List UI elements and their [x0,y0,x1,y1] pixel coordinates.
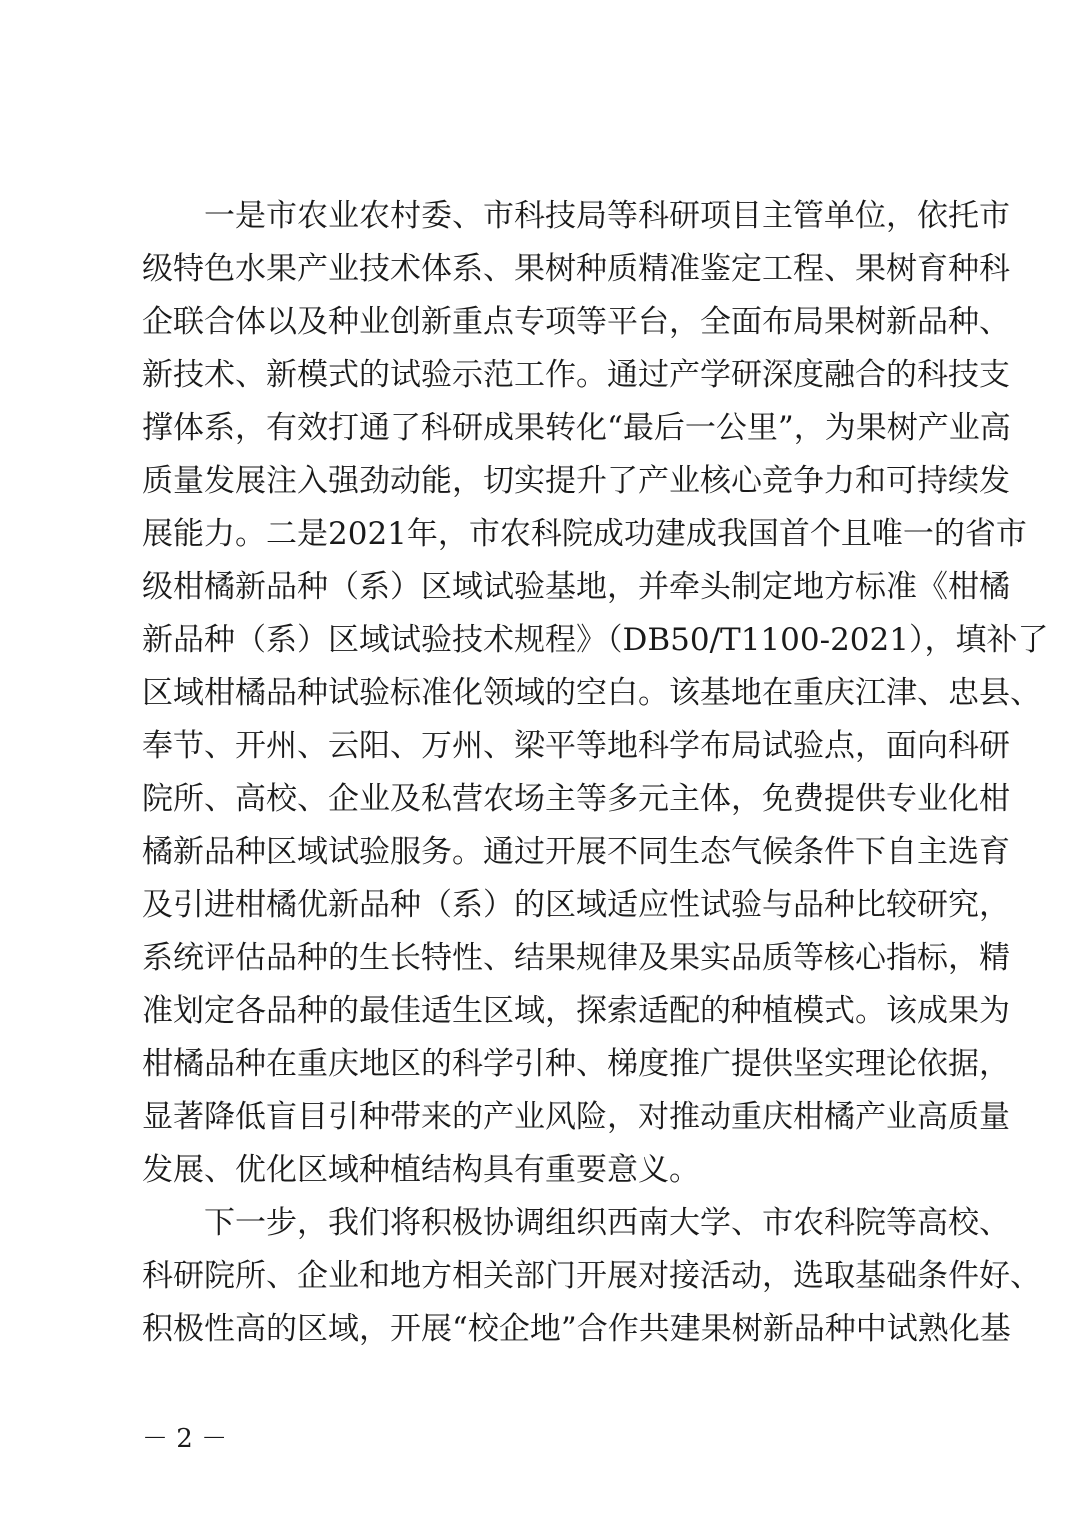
paragraph-1 [142,190,1049,1197]
text-line: 显著降低盲目引种带来的产业风险，对推动重庆柑橘产业高质量 [142,1099,1010,1135]
text-line: 柑橘品种在重庆地区的科学引种、梯度推广提供坚实理论依据， [142,1046,1010,1082]
text-line: 新品种（系）区域试验技术规程》（DB50/T1100-2021），填补了 [142,622,1049,658]
text-line: 及引进柑橘优新品种（系）的区域适应性试验与品种比较研究， [142,887,1010,923]
text-line: 一是市农业农村委、市科技局等科研项目主管单位，依托市 [204,198,1010,234]
text-line: 撑体系，有效打通了科研成果转化“最后一公里”，为果树产业高 [142,410,1011,446]
text-line: 下一步，我们将积极协调组织西南大学、市农科院等高校、 [204,1205,1010,1241]
paragraph-2 [142,1197,1041,1356]
text-line: 新技术、新模式的试验示范工作。通过产学研深度融合的科技支 [142,357,1010,393]
text-line: 级柑橘新品种（系）区域试验基地，并牵头制定地方标准《柑橘 [142,569,1010,605]
text-line: 区域柑橘品种试验标准化领域的空白。该基地在重庆江津、忠县、 [142,675,1041,711]
text-line: 企联合体以及种业创新重点专项等平台，全面布局果树新品种、 [142,304,1010,340]
text-line: 橘新品种区域试验服务。通过开展不同生态气候条件下自主选育 [142,834,1010,870]
text-line: 展能力。二是2021年，市农科院成功建成我国首个且唯一的省市 [142,516,1027,552]
text-line: 系统评估品种的生长特性、结果规律及果实品质等核心指标，精 [142,940,1010,976]
text-line: 质量发展注入强劲动能，切实提升了产业核心竞争力和可持续发 [142,463,1010,499]
text-line: 院所、高校、企业及私营农场主等多元主体，免费提供专业化柑 [142,781,1010,817]
text-line: 科研院所、企业和地方相关部门开展对接活动，选取基础条件好、 [142,1258,1041,1294]
text-line: 积极性高的区域，开展“校企地”合作共建果树新品种中试熟化基 [142,1311,1011,1347]
document-body [142,190,1049,1356]
text-line: 级特色水果产业技术体系、果树种质精准鉴定工程、果树育种科 [142,251,1010,287]
page-number: － 2 － [142,1424,228,1454]
text-line: 发展、优化区域种植结构具有重要意义。 [142,1152,700,1188]
text-line: 奉节、开州、云阳、万州、梁平等地科学布局试验点，面向科研 [142,728,1010,764]
text-line: 准划定各品种的最佳适生区域，探索适配的种植模式。该成果为 [142,993,1010,1029]
